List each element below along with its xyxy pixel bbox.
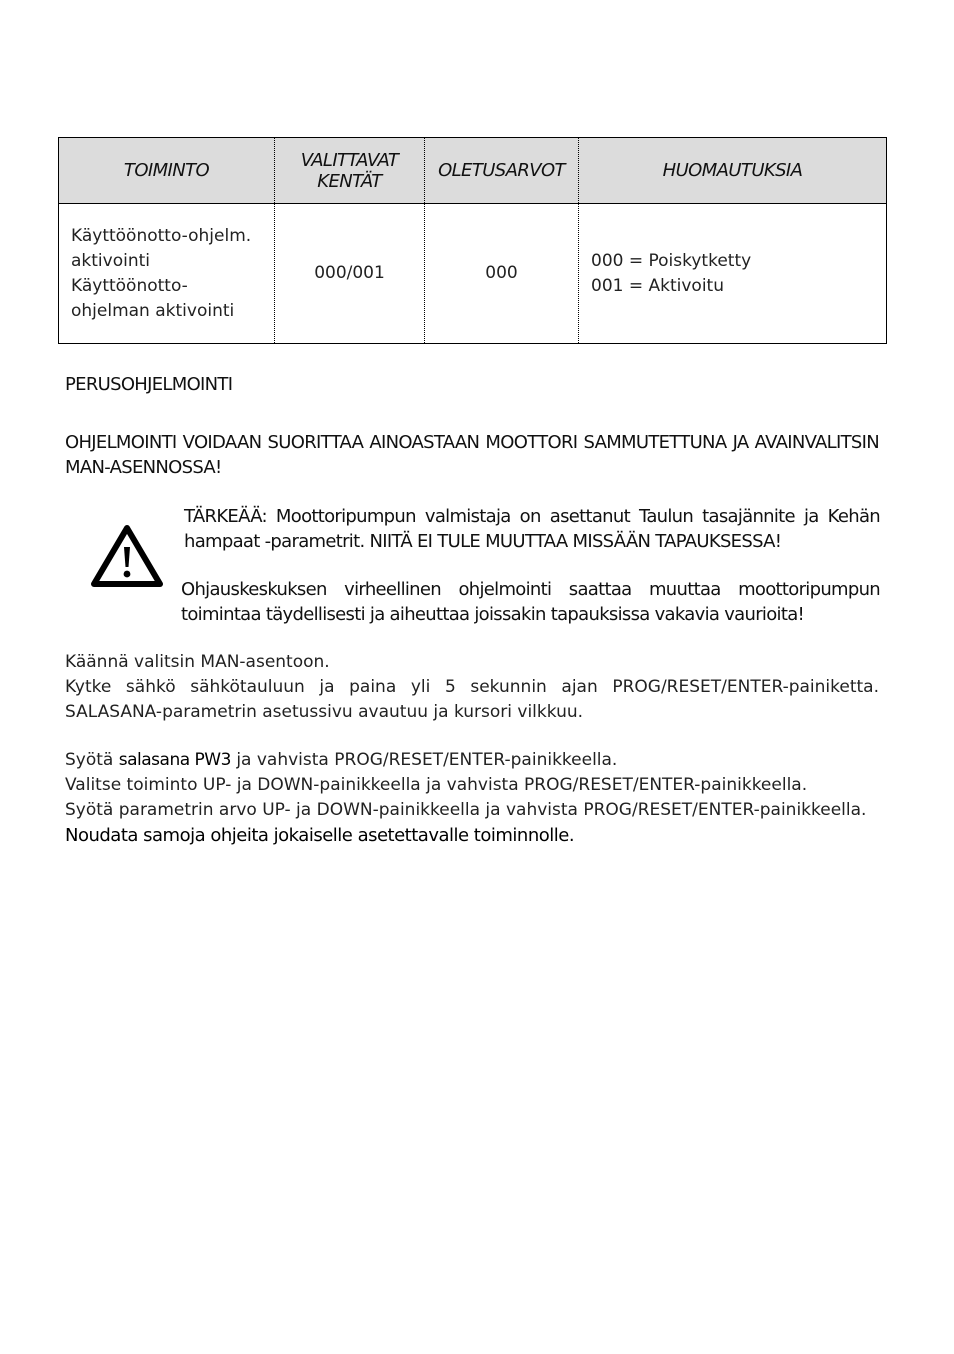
instruction-text: ja vahvista PROG/RESET/ENTER-painikkeella. bbox=[230, 750, 618, 770]
warning-consequence-text: Ohjauskeskuksen virheellinen ohjelmointi saattaa muuttaa moottoripumpun toimintaa täydellisesti ja aiheuttaa joissakin tapauksissa vakavia vaurioita! bbox=[181, 579, 880, 625]
note-line: 000 = Poiskytketty bbox=[591, 250, 752, 271]
table-header-row bbox=[59, 138, 886, 204]
instruction-text: Syötä bbox=[65, 750, 119, 770]
header-defaults: OLETUSARVOT bbox=[425, 138, 579, 203]
instruction-line: Valitse toiminto UP- ja DOWN-painikkeella ja vahvista PROG/RESET/ENTER-painikkeella. bbox=[65, 775, 808, 795]
header-function: TOIMINTO bbox=[59, 138, 275, 203]
function-line: aktivointi bbox=[71, 250, 150, 271]
instruction-line: Käännä valitsin MAN-asentoon. bbox=[65, 652, 330, 672]
settings-table bbox=[58, 137, 887, 344]
warning-triangle-icon bbox=[90, 523, 164, 589]
instructions-block-2 bbox=[65, 748, 879, 848]
section-heading: PERUSOHJELMOINTI bbox=[65, 374, 233, 395]
warning-important-text: TÄRKEÄÄ: Moottoripumpun valmistaja on asettanut Taulun tasajännite ja Kehän hampaat -parametrit. NIITÄ EI TULE MUUTTAA MISSÄÄN TAPAUKSESSA! bbox=[184, 506, 880, 552]
instruction-line: Syötä parametrin arvo UP- ja DOWN-painikkeella ja vahvista PROG/RESET/ENTER-painikkeella. bbox=[65, 800, 867, 820]
header-selectable-fields-line2: KENTÄT bbox=[317, 170, 382, 192]
cell-function bbox=[59, 204, 275, 343]
header-selectable-fields bbox=[275, 138, 425, 203]
instruction-final-bold: Noudata samoja ohjeita jokaiselle asetettavalle toiminnolle. bbox=[65, 825, 575, 846]
cell-notes bbox=[579, 204, 886, 343]
header-selectable-fields-line1: VALITTAVAT bbox=[300, 149, 399, 171]
cell-selectable-fields: 000/001 bbox=[275, 204, 425, 343]
instruction-line bbox=[65, 748, 879, 773]
function-line: ohjelman aktivointi bbox=[71, 300, 235, 321]
caution-text: OHJELMOINTI VOIDAAN SUORITTAA AINOASTAAN MOOTTORI SAMMUTETTUNA JA AVAINVALITSIN MAN-ASENNOSSA! bbox=[65, 432, 879, 478]
table-row bbox=[59, 204, 886, 343]
function-line: Käyttöönotto-ohjelm. bbox=[71, 225, 252, 246]
function-line: Käyttöönotto- bbox=[71, 275, 188, 296]
header-notes: HUOMAUTUKSIA bbox=[662, 160, 803, 181]
cell-default: 000 bbox=[425, 204, 579, 343]
password-emphasis: salasana PW3 bbox=[118, 750, 231, 770]
instructions-block-1 bbox=[65, 650, 879, 725]
note-line: 001 = Aktivoitu bbox=[591, 275, 724, 296]
instruction-line: Kytke sähkö sähkötauluun ja paina yli 5 sekunnin ajan PROG/RESET/ENTER-painiketta. SALASANA-parametrin asetussivu avautuu ja kursori vilkkuu. bbox=[65, 677, 879, 722]
